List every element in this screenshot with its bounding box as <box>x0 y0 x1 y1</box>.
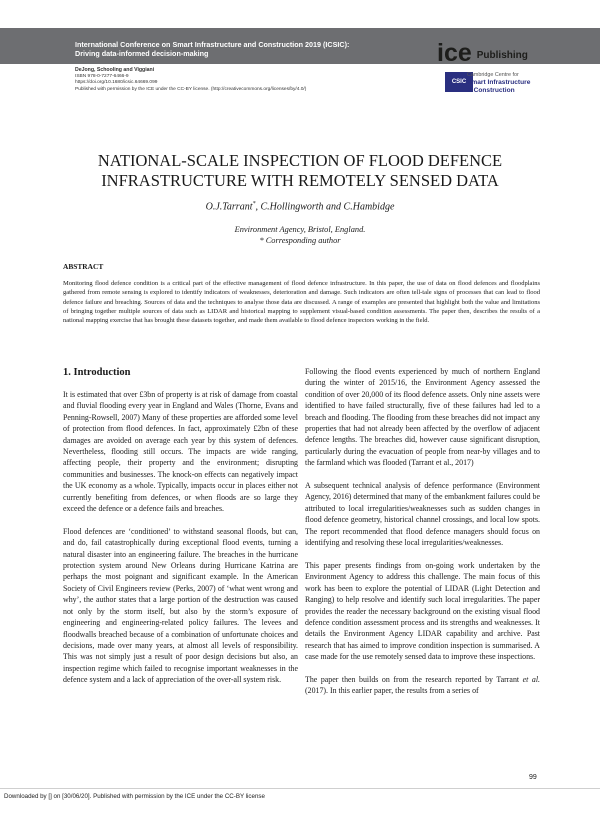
editors: DeJong, Schooling and Viggiani <box>75 67 155 73</box>
license-note: Published with permission by the ICE under the CC-BY license. (http://creativecommons.org/licenses/by/4.0/) <box>75 86 307 92</box>
intro-paragraph-3: Following the flood events experienced by much of northern England during the winter of 2015/16, the Environment Agency assessed the condition of over 20,000 of its flood defence assets. Only nine assets were identified to have failed structurally, five of these failures had led to a breach and flooding. The flooding from these breaches did not impact any properties that had not already been affected by the overflow of adjacent defence lengths. The breaches did, however cause significant disruption, particularly during the evacuation of people from near-by villages and to the farmland which was flooded (Tarrant et al., 2017) <box>305 367 540 468</box>
intro-paragraph-4: A subsequent technical analysis of defence performance (Environment Agency, 2016) determined that many of the embankment failures could be attributed to local irregularities/weaknesses such as sudden changes in flood defence geometry, historical channel crossings, and local low spots. The report recommended that flood defence managers should focus on identifying and resolving these local irregularities/weaknesses. <box>305 481 540 548</box>
ice-logo-mark: ice <box>437 39 472 67</box>
affiliation: Environment Agency, Bristol, England. <box>234 225 366 234</box>
abstract-body: Monitoring flood defence condition is a critical part of the effective management of flood defence infrastructure. In this paper, the use of data on flood defences and floodplains gathered from remote sensing is explored to identify indicators of weaknesses, deterioration and damage. Such indicators are often tell-tale signs of processes that can lead to flood defence failure and breaching. Sources of data and the techniques to analyse those data are discussed. A range of examples are presented that highlight both the value and limitations of bringing together multiple sources of data such as LIDAR and historical mapping to supplement visual-based condition assessments. The paper then, describes the results of a national mapping exercise that has brought these datasets together, and made them available to flood defence inspectors working in the field. <box>63 280 540 325</box>
conference-title <box>75 40 415 58</box>
paper-title <box>60 151 540 191</box>
csic-logo-text <box>467 72 530 94</box>
authors-rest: , C.Hollingworth and C.Hambidge <box>255 201 395 213</box>
section-heading-introduction: 1. Introduction <box>63 367 131 378</box>
csic-line-2: Smart Infrastructure <box>467 79 531 87</box>
csic-badge-icon: CSIC <box>445 72 473 92</box>
ice-publishing-logo <box>437 38 528 67</box>
et-al-citation: et al. <box>522 674 541 684</box>
isbn: ISBN 978-0-7277-6466-9 <box>75 73 129 79</box>
author-1: O.J.Tarrant <box>205 201 253 213</box>
paper-title-line-2: INFRASTRUCTURE WITH REMOTELY SENSED DATA <box>101 171 499 190</box>
right-column <box>305 366 540 708</box>
conference-line-2: Driving data-informed decision-making <box>75 49 209 58</box>
left-column <box>63 366 298 697</box>
conference-line-1: International Conference on Smart Infrastructure and Construction 2019 (ICSIC): <box>75 40 350 49</box>
author-list <box>60 201 540 212</box>
abstract-heading: ABSTRACT <box>63 262 104 271</box>
csic-logo <box>437 70 545 97</box>
affiliation-block <box>60 224 540 246</box>
intro-paragraph-1: It is estimated that over £3bn of property is at risk of damage from coastal and fluvial flooding every year in England and Wales (Thorne, Evans and Penning-Rowsell, 2007) Many of these properties are afforded some level of protection from flood defences. In fact, approximately £2bn of these damages are avoided on average each year by this system of defences. Nevertheless, flooding still occurs. The impacts are wide ranging, affecting people, their property and the environment; disrupting communities and businesses. The knock-on effects can negatively impact the UK economy as a whole. Typically, impacts occur in places either not currently benefiting from defences, or when floods are so large they exceed the defence or a defence fails and breaches. <box>63 390 298 514</box>
corresponding-mark: * <box>252 201 256 207</box>
publication-meta <box>75 67 306 93</box>
csic-line-3: & Construction <box>467 86 515 94</box>
intro-paragraph-2: Flood defences are ‘conditioned’ to withstand seasonal floods, but can, and do, fail catastrophically during exceptional flood events, turning a natural disaster into an engineering failure. The breaches in the hurricane protection system around New Orleans during Hurricane Katrina are perhaps the most poignant and significant example. In the American Society of Civil Engineers review (Perks, 2007) of ‘what went wrong and why’, the author states that a large portion of the destruction was caused not only by the storm itself, but also by the storm’s exposure of engineering and engineering-related policy failures. The levees and floodwalls breached because of a combination of unfortunate choices and decisions, made over many years, at almost all levels of responsibility. This was not simply just a result of poor design decisions but also, an inspection regime which failed to recognise important weaknesses in the defence system and a lack of appreciation of the over-all system risk. <box>63 526 298 685</box>
corresponding-author-note: * Corresponding author <box>259 236 341 245</box>
csic-line-1: Cambridge Centre for <box>467 72 519 78</box>
intro-paragraph-6: The paper then builds on from the research reported by Tarrant et al. (2017). In this earlier paper, the results from a series of <box>305 674 541 696</box>
doi-link[interactable]: https://doi.org/10.1680/icsic.64669.099 <box>75 80 158 86</box>
footer-divider <box>0 788 600 789</box>
paper-title-line-1: NATIONAL-SCALE INSPECTION OF FLOOD DEFENCE <box>97 151 503 170</box>
download-note: Downloaded by [] on [30/06/20]. Published with permission by the ICE under the CC-BY license <box>4 793 265 800</box>
intro-paragraph-5: This paper presents findings from on-going work undertaken by the Environment Agency to address this challenge. The main focus of this work has been to explore the potential of LIDAR (Light Detection and Ranging) to help resolve and identify such local irregularities. The paper provides the reader the necessary background on the existing visual flood defence condition assessment process and its strengths and weaknesses. It details the Environment Agency LIDAR capability and archive. Past research that has aimed to improve condition inspection is summarised. A case made for the use remotely sensed data to improve these inspections. <box>305 560 540 662</box>
page-number: 99 <box>529 774 537 781</box>
ice-logo-label: Publishing <box>476 50 528 61</box>
